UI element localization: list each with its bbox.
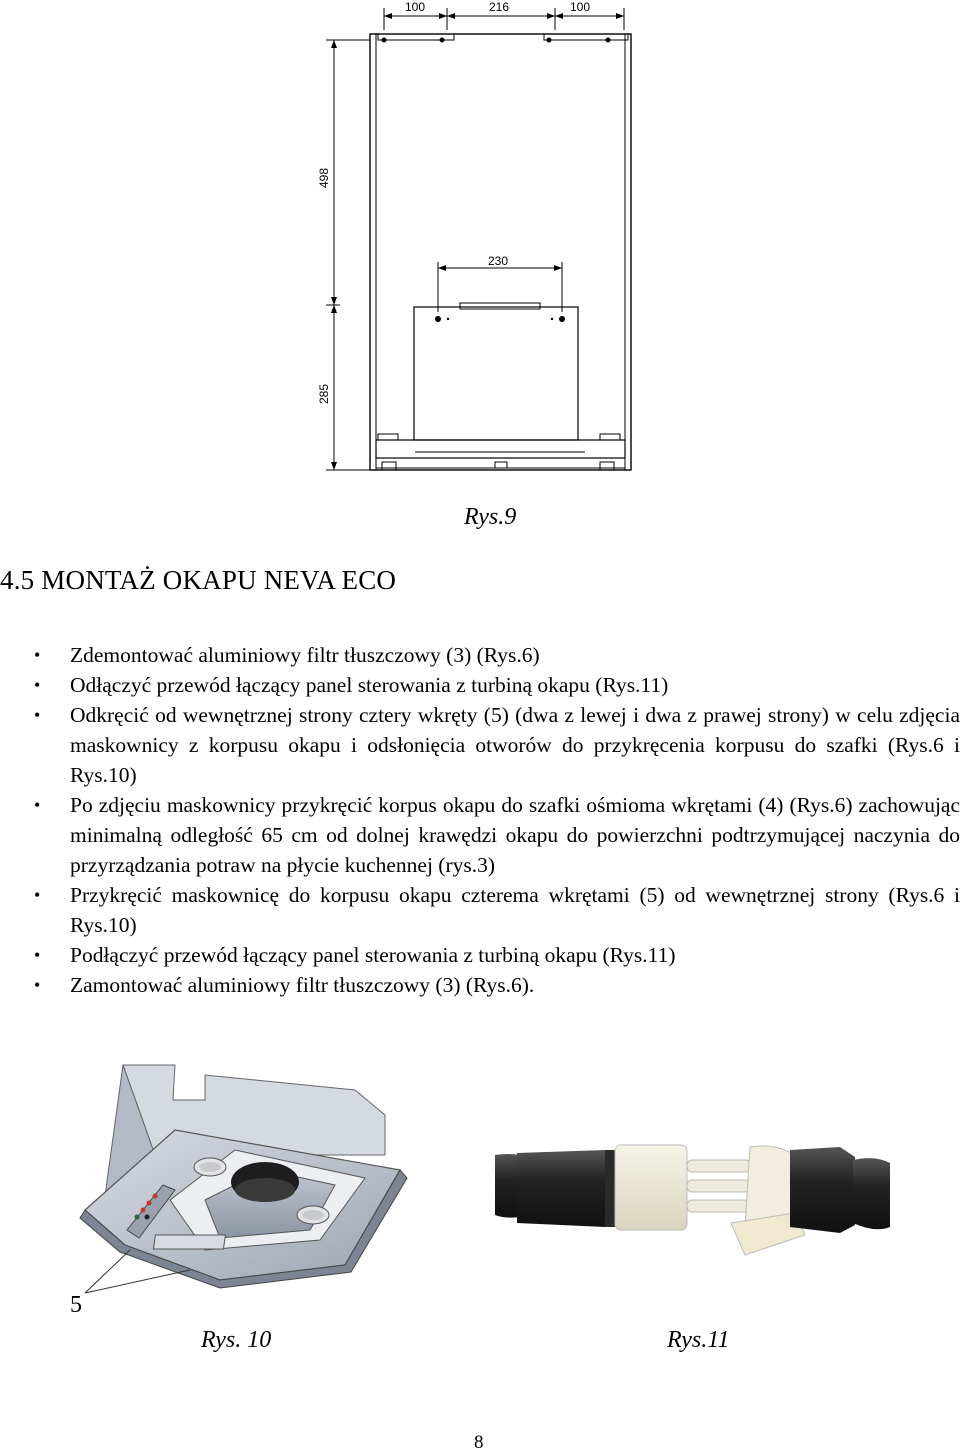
step-text: Zdemontować aluminiowy filtr tłuszczowy (3) (Rys.6) xyxy=(70,643,540,667)
installation-steps-list xyxy=(0,640,960,1000)
figure-11-caption: Rys.11 xyxy=(667,1327,730,1353)
list-item xyxy=(0,880,960,940)
bullet: • xyxy=(34,645,41,665)
bullet: • xyxy=(34,975,41,995)
page-number: 8 xyxy=(474,1432,484,1453)
list-item xyxy=(0,940,960,970)
step-text: Podłączyć przewód łączący panel sterowania z turbiną okapu (Rys.11) xyxy=(70,943,676,967)
list-item xyxy=(0,670,960,700)
figure-10-caption: Rys. 10 xyxy=(201,1327,272,1353)
bullet: • xyxy=(34,885,41,905)
bullet: • xyxy=(34,795,41,815)
step-text: Zamontować aluminiowy filtr tłuszczowy (3) (Rys.6). xyxy=(70,973,535,997)
bullet: • xyxy=(34,945,41,965)
dim-height-lower: 285 xyxy=(317,383,331,405)
list-item xyxy=(0,700,960,790)
list-item xyxy=(0,790,960,880)
figure-9-technical-drawing xyxy=(0,0,960,500)
step-text: Przykręcić maskownicę do korpusu okapu czterema wkrętami (5) od wewnętrznej strony (Rys.6 i Rys.10) xyxy=(70,883,960,937)
dim-mid-width: 230 xyxy=(487,254,509,268)
bullet: • xyxy=(34,705,41,725)
section-heading: 4.5 MONTAŻ OKAPU NEVA ECO xyxy=(0,565,397,595)
dim-top-right: 100 xyxy=(569,0,591,14)
list-item xyxy=(0,970,960,1000)
step-text: Odkręcić od wewnętrznej strony cztery wkręty (5) (dwa z lewej i dwa z prawej strony) w celu zdjęcia maskownicy z korpusu okapu i odsłonięcia otworów do przykręcenia korpusu do szafki (Rys.6 i Rys.10) xyxy=(70,703,960,787)
dim-height-upper: 498 xyxy=(317,167,331,189)
step-text: Odłączyć przewód łączący panel sterowania z turbiną okapu (Rys.11) xyxy=(70,673,669,697)
list-item xyxy=(0,640,960,670)
figure-10-hood-illustration xyxy=(55,1060,425,1330)
bullet: • xyxy=(34,675,41,695)
step-text: Po zdjęciu maskownicy przykręcić korpus okapu do szafki ośmioma wkrętami (4) (Rys.6) zachowując minimalną odległość 65 cm od dolnej krawędzi okapu do powierzchni podtrzymującej naczynia do przyrządzania potraw na płycie kuchennej (rys.3) xyxy=(70,793,960,877)
figure-10-callout-number: 5 xyxy=(70,1292,82,1318)
dim-top-center: 216 xyxy=(488,0,510,14)
figure-9-caption: Rys.9 xyxy=(464,504,517,530)
dim-top-left: 100 xyxy=(404,0,426,14)
figure-11-connector-illustration xyxy=(495,1135,890,1275)
